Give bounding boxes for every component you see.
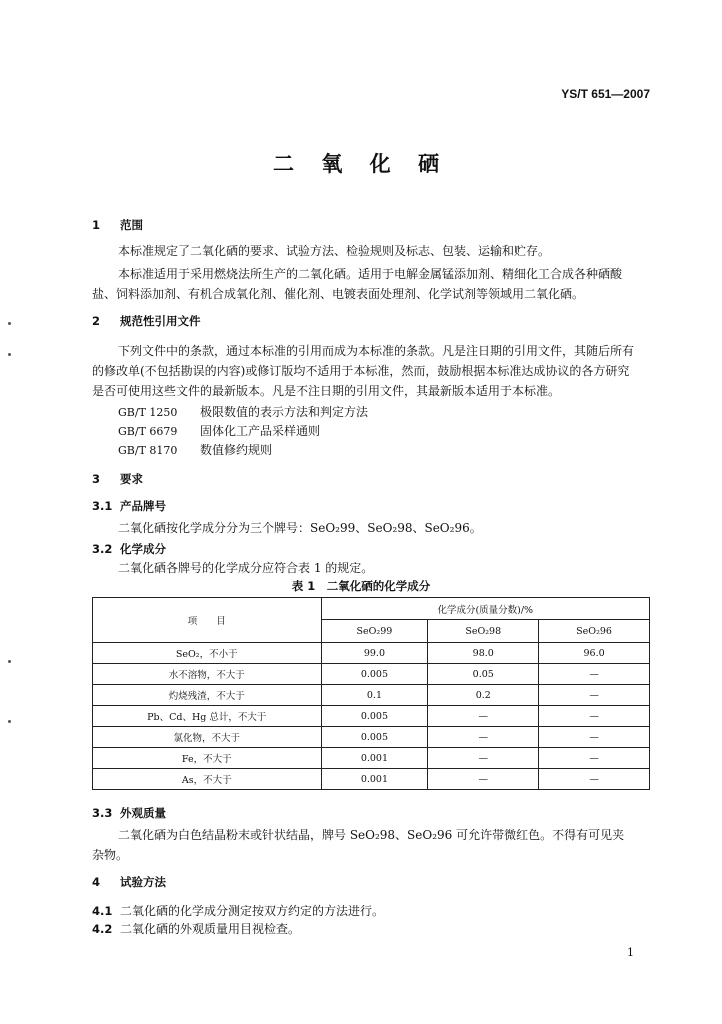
scan-mark [8,660,11,663]
clause-4-1 [92,902,384,921]
section-title: 试验方法 [120,875,166,889]
grade-header: SeO₂96 [539,620,650,643]
table-row [93,643,650,664]
reference-item [118,422,320,441]
scan-mark [8,322,11,325]
section-title: 要求 [120,472,143,486]
subsection-3-3-heading [92,805,166,821]
cell-value: — [428,748,539,769]
cell-value: — [428,706,539,727]
paragraph-line: 下列文件中的条款，通过本标准的引用而成为本标准的条款。凡是注日期的引用文件，其随后所有 [118,344,635,358]
cell-value: 0.1 [321,685,428,706]
reference-code: GB/T 8170 [118,444,178,457]
cell-value: — [428,727,539,748]
cell-value: — [539,664,650,685]
table-row [93,748,650,769]
standard-number: YS/T 651—2007 [561,87,650,101]
clause-number: 4.2 [92,922,113,936]
section-2-heading [92,313,201,329]
cell-value: — [539,748,650,769]
section-title: 规范性引用文件 [120,314,201,328]
cell-value: 0.001 [321,748,428,769]
cell-value: 99.0 [321,643,428,664]
page-number: 1 [627,946,634,959]
row-item: 灼烧残渣，不大于 [93,685,322,706]
paragraph-line: 盐、饲料添加剂、有机合成氧化剂、催化剂、电镀表面处理剂、化学试剂等领域用二氧化硒。 [92,287,585,301]
row-item: Pb、Cd、Hg 总计，不大于 [93,706,322,727]
cell-value: 0.05 [428,664,539,685]
cell-value: — [539,706,650,727]
cell-value: 96.0 [539,643,650,664]
cell-value: 0.2 [428,685,539,706]
row-item: As，不大于 [93,769,322,790]
section-3-heading [92,471,143,487]
cell-value: — [539,769,650,790]
section-title: 范围 [120,218,143,232]
subsection-title: 外观质量 [120,806,166,820]
cell-value: 98.0 [428,643,539,664]
cell-value: — [539,685,650,706]
grade-header: SeO₂98 [428,620,539,643]
row-item: SeO₂，不小于 [93,643,322,664]
section-number: 1 [92,218,101,232]
paragraph-line: 是否可使用这些文件的最新版本。凡是不注日期的引用文件，其最新版本适用于本标准。 [92,384,561,398]
chemical-composition-table [92,597,650,790]
paragraph-line: 本标准适用于采用燃烧法所生产的二氧化硒。适用于电解金属锰添加剂、精细化工合成各种硒酸 [118,267,623,281]
table-row [93,769,650,790]
section-1-heading [92,217,143,233]
scan-mark [8,353,11,356]
table-row [93,685,650,706]
reference-title: 固体化工产品采样通则 [200,424,321,438]
paragraph-line: 的修改单(不包括勘误的内容)或修订版均不适用于本标准，然而，鼓励根据本标准达成协议的各方研究 [92,364,630,378]
paragraph: 二氧化硒按化学成分分为三个牌号：SeO₂99、SeO₂98、SeO₂96。 [118,521,482,535]
cell-value: 0.001 [321,769,428,790]
subsection-3-1-heading [92,498,166,514]
cell-value: — [428,769,539,790]
subsection-title: 产品牌号 [120,499,166,513]
paragraph: 二氧化硒各牌号的化学成分应符合表 1 的规定。 [118,561,374,575]
section-number: 2 [92,314,101,328]
group-header: 化学成分(质量分数)/% [321,598,649,620]
page-title: 二 氧 化 硒 [273,151,449,176]
table-caption: 表 1 二氧化硒的化学成分 [291,579,431,593]
subsection-number: 3.2 [92,542,113,556]
clause-text: 二氧化硒的外观质量用目视检查。 [120,922,301,936]
paragraph-line: 杂物。 [92,848,129,862]
table-row [93,706,650,727]
cell-value: 0.005 [321,727,428,748]
reference-code: GB/T 6679 [118,425,178,438]
clause-text: 二氧化硒的化学成分测定按双方约定的方法进行。 [120,904,385,918]
section-number: 4 [92,875,101,889]
scan-mark [8,720,11,723]
reference-item [118,441,272,460]
paragraph: 本标准规定了二氧化硒的要求、试验方法、检验规则及标志、包装、运输和贮存。 [118,244,551,258]
section-number: 3 [92,472,101,486]
table-row [93,727,650,748]
subsection-number: 3.1 [92,499,113,513]
subsection-number: 3.3 [92,806,113,820]
reference-title: 极限数值的表示方法和判定方法 [200,405,369,419]
clause-number: 4.1 [92,904,113,918]
grade-header: SeO₂99 [321,620,428,643]
clause-4-2 [92,920,300,939]
reference-title: 数值修约规则 [200,443,273,457]
row-item: 氯化物，不大于 [93,727,322,748]
paragraph-line: 二氧化硒为白色结晶粉末或针状结晶，牌号 SeO₂98、SeO₂96 可允许带微红色。不得有可见夹 [118,828,625,842]
row-item: Fe，不大于 [93,748,322,769]
subsection-3-2-heading [92,541,166,557]
section-4-heading [92,874,166,890]
cell-value: 0.005 [321,664,428,685]
subsection-title: 化学成分 [120,542,166,556]
table-row [93,664,650,685]
cell-value: 0.005 [321,706,428,727]
reference-code: GB/T 1250 [118,406,178,419]
row-item: 水不溶物，不大于 [93,664,322,685]
cell-value: — [539,727,650,748]
item-header: 项 目 [93,598,322,643]
reference-item [118,403,368,422]
